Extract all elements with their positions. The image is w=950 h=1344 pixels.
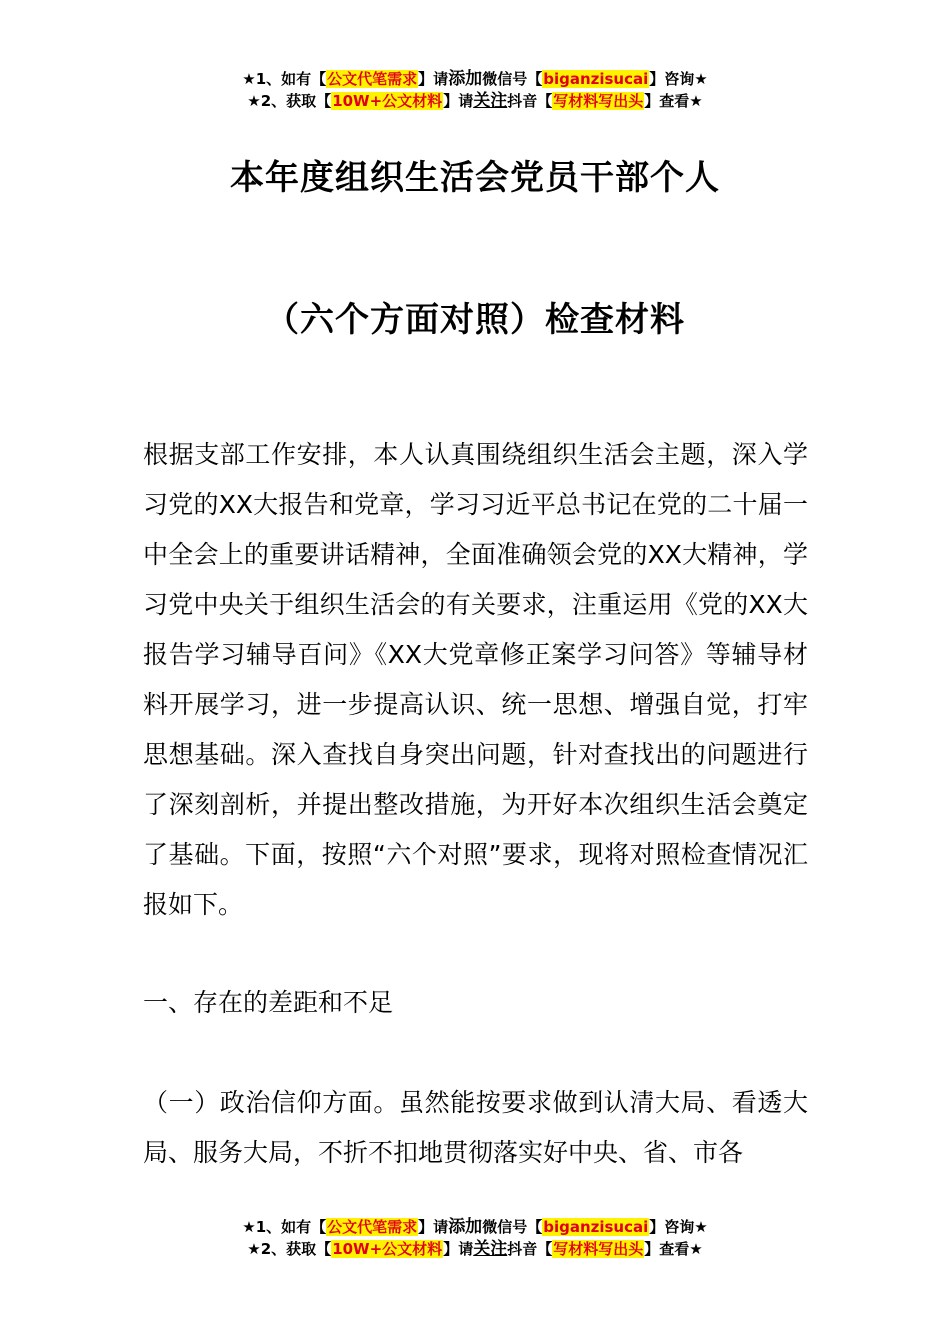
promo-banner-top	[0, 68, 950, 112]
douyin-account: 写材料写出头	[553, 92, 644, 110]
star-icon: ★	[242, 70, 256, 88]
promo-line-2: ★2、获取【10W+公文材料】请关注抖音【写材料写出头】查看★	[247, 91, 703, 111]
section-paragraph-block	[143, 1078, 808, 1178]
promo-highlight: 10W+公文材料	[332, 92, 443, 110]
promo-line-2: ★2、获取【10W+公文材料】请关注抖音【写材料写出头】查看★	[247, 1239, 703, 1259]
promo-banner-bottom	[0, 1216, 950, 1260]
promo-highlight: 公文代笔需求	[327, 70, 418, 88]
intro-paragraph: 根据支部工作安排，本人认真围绕组织生活会主题，深入学习党的XX大报告和党章，学习习近平总书记在党的二十届一中全会上的重要讲话精神，全面准确领会党的XX大精神，学习党中央关于组织生活会的有关要求，注重运用《党的XX大报告学习辅导百问》《XX大党章修正案学习问答》等辅导材料开展学习，进一步提高认识、统一思想、增强自觉，打牢思想基础。深入查找自身突出问题，针对查找出的问题进行了深刻剖析，并提出整改措施，为开好本次组织生活会奠定了基础。下面，按照“六个对照”要求，现将对照检查情况汇报如下。	[143, 440, 808, 919]
promo-line-1: ★1、如有【公文代笔需求】请添加微信号【biganzisucai】咨询★	[242, 69, 708, 89]
wechat-id: biganzisucai	[543, 1218, 649, 1236]
star-icon: ★	[242, 1218, 256, 1236]
intro-paragraph-block	[143, 430, 808, 930]
promo-highlight: 10W+公文材料	[332, 1240, 443, 1258]
promo-line-1: ★1、如有【公文代笔需求】请添加微信号【biganzisucai】咨询★	[242, 1217, 708, 1237]
star-icon: ★	[247, 1240, 261, 1258]
promo-highlight: 公文代笔需求	[327, 1218, 418, 1236]
wechat-id: biganzisucai	[543, 70, 649, 88]
douyin-account: 写材料写出头	[553, 1240, 644, 1258]
section-paragraph: （一）政治信仰方面。虽然能按要求做到认清大局、看透大局、服务大局，不折不扣地贯彻落实好中央、省、市各	[143, 1088, 808, 1167]
document-title-line-2: （六个方面对照）检查材料	[265, 300, 685, 340]
document-title-line-1: 本年度组织生活会党员干部个人	[230, 158, 720, 198]
star-icon: ★	[247, 92, 261, 110]
section-heading: 一、存在的差距和不足	[143, 988, 394, 1017]
